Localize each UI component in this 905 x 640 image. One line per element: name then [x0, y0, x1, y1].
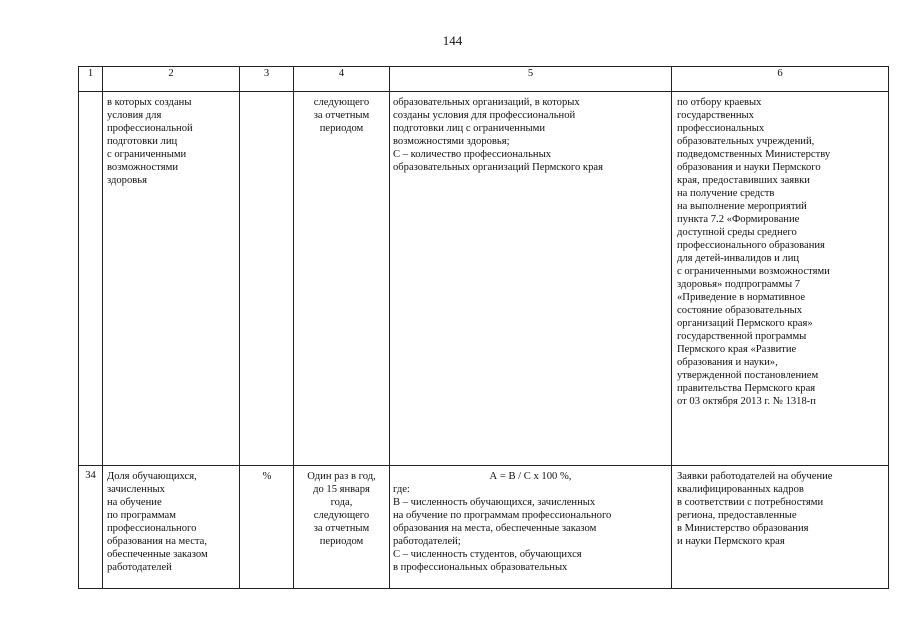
unit: % [262, 471, 272, 482]
periodicity: Один раз в год, до 15 января года, следующего за отчетным периодом [307, 471, 376, 547]
table-header-row [79, 67, 889, 92]
row-number [79, 92, 102, 95]
row-number: 34 [85, 470, 96, 481]
method-cell [390, 466, 672, 589]
unit-cell [240, 466, 294, 589]
indicator-name-cell [103, 466, 240, 589]
row-number-cell [79, 92, 103, 466]
indicator-table [78, 66, 889, 589]
header-cell-5: 5 [390, 67, 672, 92]
periodicity: следующего за отчетным периодом [313, 97, 370, 134]
method-text: где: В – численность обучающихся, зачисленных на обучение по программам профессионального образования на места, обеспеченные заказом работодателей; С – численность студентов, обучающихся в профессиональных образовательных [393, 484, 612, 573]
table-row [79, 92, 889, 466]
source-text: по отбору краевых государственных профессиональных образовательных учреждений, подведомственных Министерству образования и науки Пермского края, предоставивших заявки на получение средств на выполнение мероприятий пункта 7.2 «Формирование доступной среды среднего профессионального образования для детей-инвалидов и лиц с ограниченными возможностями здоровья» подпрограммы 7 «Приведение в нормативное состояние образовательных организаций Пермского края» государственной программы Пермского края «Развитие образования и науки», утвержденной постановлением правительства Пермского края от 03 октября 2013 г. № 1318-п [677, 97, 831, 407]
unit [240, 92, 293, 98]
indicator-name: Доля обучающихся, зачисленных на обучение по программам профессионального образования на места, обеспеченные заказом работодателей [107, 471, 208, 573]
header-cell-1: 1 [79, 67, 103, 92]
periodicity-cell [294, 92, 390, 466]
page-number: 144 [442, 33, 463, 48]
indicator-name-cell [103, 92, 240, 466]
header-cell-2: 2 [103, 67, 240, 92]
header-cell-4: 4 [294, 67, 390, 92]
method-text: образовательных организаций, в которых созданы условия для профессиональной подготовки лиц с ограниченными возможностями здоровья; С – количество профессиональных образовательных организаций Пермского края [393, 97, 603, 173]
method-cell [390, 92, 672, 466]
source-text: Заявки работодателей на обучение квалифицированных кадров в соответствии с потребностями региона, предоставленные в Министерство образования и науки Пермского края [677, 471, 833, 547]
formula: А = В / С х 100 %, [489, 471, 572, 482]
row-number-cell [79, 466, 103, 589]
header-cell-6: 6 [672, 67, 889, 92]
unit-cell [240, 92, 294, 466]
periodicity-cell [294, 466, 390, 589]
table-row [79, 466, 889, 589]
indicator-name: в которых созданы условия для профессиональной подготовки лиц с ограниченными возможностями здоровья [107, 97, 193, 186]
header-cell-3: 3 [240, 67, 294, 92]
source-cell [672, 92, 889, 466]
source-cell [672, 466, 889, 589]
